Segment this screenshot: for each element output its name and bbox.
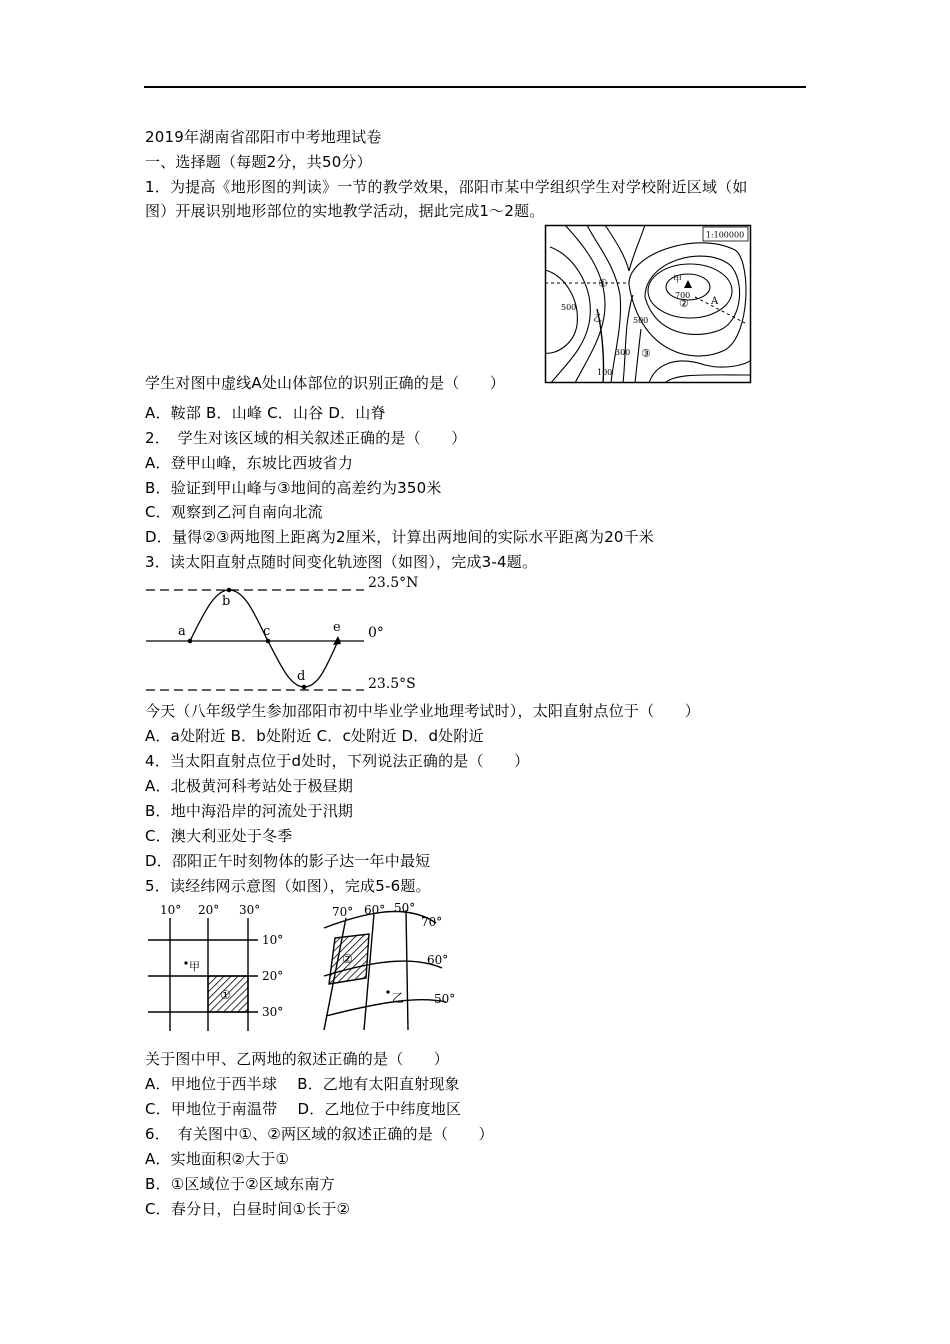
label-d: d (297, 669, 306, 684)
section-heading: 一、选择题（每题2分，共50分） (145, 153, 372, 171)
q4-option-a: A．北极黄河科考站处于极昼期 (145, 777, 354, 795)
label-b: b (222, 594, 231, 609)
q2-option-d: D．量得②③两地图上距离为2厘米，计算出两地间的实际水平距离为20千米 (145, 528, 655, 546)
exam-title: 2019年湖南省邵阳市中考地理试卷 (145, 128, 382, 146)
q4-stem: 4．当太阳直射点位于d处时，下列说法正确的是（ ） (145, 752, 530, 770)
q6-option-b: B．①区域位于②区域东南方 (145, 1175, 335, 1193)
lat-50-label: 50° (434, 992, 456, 1006)
q6-stem: 6． 有关图中①、②两区域的叙述正确的是（ ） (145, 1125, 494, 1143)
region-2-label: ② (342, 952, 353, 966)
elev-300: 300 (615, 348, 631, 357)
q2-option-c: C．观察到乙河自南向北流 (145, 503, 323, 521)
topographic-map (545, 225, 751, 383)
q3-intro: 3．读太阳直射点随时间变化轨迹图（如图），完成3-4题。 (145, 553, 538, 571)
q5-intro: 5．读经纬网示意图（如图），完成5-6题。 (145, 877, 431, 895)
sun-trajectory-chart (146, 575, 419, 693)
point-a-dot (188, 639, 193, 644)
q1-intro-line1: 1．为提高《地形图的判读》一节的教学效果，邵阳市某中学组织学生对学校附近区域（如 (145, 178, 748, 196)
lon-10-label: 10° (160, 903, 182, 917)
point-e-dot (336, 639, 341, 644)
lat-30-label: 30° (262, 1005, 284, 1019)
q2-option-b: B．验证到甲山峰与③地间的高差约为350米 (145, 479, 442, 497)
q3-options: A．a处附近 B．b处附近 C．c处附近 D．d处附近 (145, 727, 484, 745)
point-1-label: ① (598, 277, 608, 290)
peak-jia-label: 甲 (673, 275, 683, 285)
label-23-5s: 23.5°S (368, 676, 416, 692)
lat-20-label: 20° (262, 969, 284, 983)
q4-option-c: C．澳大利亚处于冬季 (145, 827, 293, 845)
header-rule (144, 86, 806, 88)
region-1-label: ① (220, 988, 231, 1002)
river-yi-label: 乙 (593, 314, 603, 324)
q3-stem: 今天（八年级学生参加邵阳市初中毕业学业地理考试时），太阳直射点位于（ ） (145, 702, 700, 720)
q1-options: A．鞍部 B．山峰 C．山谷 D．山脊 (145, 404, 386, 422)
point-2-label: ② (679, 297, 689, 310)
lat-10-label: 10° (262, 933, 284, 947)
elev-100: 100 (597, 368, 613, 377)
point-3-label: ③ (641, 347, 651, 360)
q2-option-a: A．登甲山峰，东坡比西坡省力 (145, 454, 354, 472)
lon-60-label: 60° (364, 903, 386, 917)
point-b-dot (227, 588, 232, 593)
q4-option-d: D．邵阳正午时刻物体的影子达一年中最短 (145, 852, 431, 870)
lon-70-label: 70° (332, 905, 354, 919)
place-jia-label: 甲 (189, 960, 200, 973)
label-c: c (263, 624, 271, 639)
q5-stem: 关于图中甲、乙两地的叙述正确的是（ ） (145, 1050, 450, 1068)
q1-intro-line2: 图）开展识别地形部位的实地教学活动，据此完成1～2题。 (145, 202, 545, 220)
q4-option-b: B．地中海沿岸的河流处于汛期 (145, 802, 354, 820)
point-c-dot (266, 639, 271, 644)
elev-700: 700 (675, 291, 691, 300)
label-a: a (178, 624, 186, 639)
lon-50-label: 50° (394, 901, 416, 915)
label-e: e (333, 620, 341, 635)
graticule-figures (146, 898, 466, 1033)
q1-stem: 学生对图中虚线A处山体部位的识别正确的是（ ） (145, 374, 506, 392)
point-d-dot (302, 685, 307, 690)
q2-stem: 2． 学生对该区域的相关叙述正确的是（ ） (145, 429, 467, 447)
elev-500-right: 500 (633, 316, 649, 325)
map-scale: 1:100000 (705, 230, 745, 240)
lon-30-label: 30° (239, 903, 261, 917)
label-23-5n: 23.5°N (368, 575, 419, 591)
lat-60-label: 60° (427, 953, 449, 967)
q5-options-row2: C．甲地位于南温带 D．乙地位于中纬度地区 (145, 1100, 462, 1118)
q6-option-c: C．春分日，白昼时间①长于② (145, 1200, 351, 1218)
lon-20-label: 20° (198, 903, 220, 917)
label-equator: 0° (368, 625, 384, 641)
place-yi-label: 乙 (392, 991, 405, 1005)
elev-500-left: 500 (561, 303, 577, 312)
point-a-label: A (711, 296, 719, 307)
q6-option-a: A．实地面积②大于① (145, 1150, 290, 1168)
lat-70-label: 70° (421, 915, 443, 929)
q5-options-row1: A．甲地位于西半球 B．乙地有太阳直射现象 (145, 1075, 460, 1093)
